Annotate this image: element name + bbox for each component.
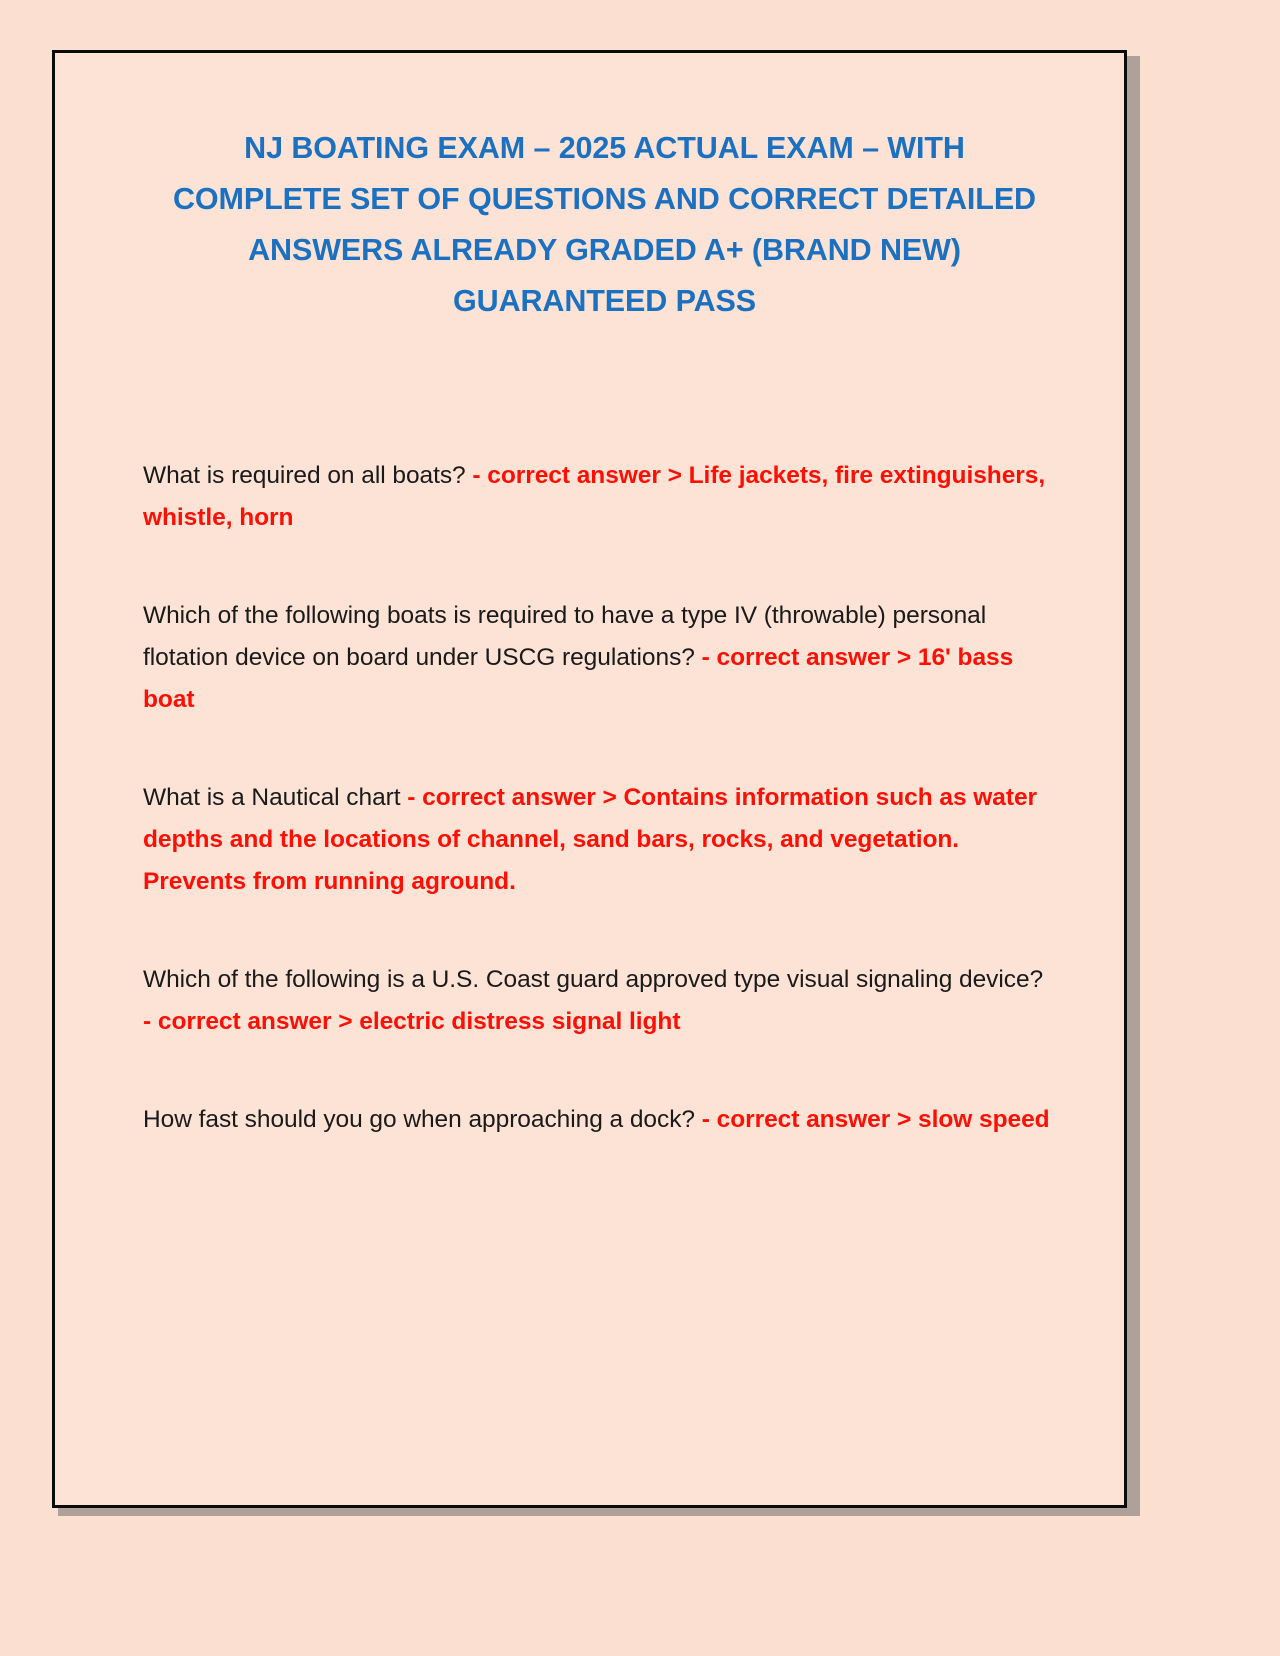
answer-text: electric distress signal light xyxy=(359,1008,681,1035)
document-frame xyxy=(52,50,1127,1508)
page-title: NJ BOATING EXAM – 2025 ACTUAL EXAM – WITH COMPLETE SET OF QUESTIONS AND CORRECT DETAILED ANSWERS ALREADY GRADED A+ (BRAND NEW) GUARANTEED PASS xyxy=(173,131,1036,318)
question-text: How fast should you go when approaching a dock? xyxy=(143,1106,702,1133)
document-body xyxy=(55,53,1124,1505)
qa-item xyxy=(143,1099,1053,1141)
answer-marker: - correct answer > xyxy=(472,462,689,489)
qa-item xyxy=(143,455,1053,539)
qa-item xyxy=(143,777,1053,903)
answer-marker: - correct answer > xyxy=(701,644,918,671)
answer-text: slow speed xyxy=(918,1106,1050,1133)
answer-marker: - correct answer > xyxy=(407,784,624,811)
answer-text: 16' bass boat xyxy=(143,644,1014,713)
question-text: What is required on all boats? xyxy=(143,462,473,489)
qa-item xyxy=(143,595,1053,721)
qa-list xyxy=(143,455,1066,1141)
question-text: Which of the following boats is required to have a type IV (throwable) personal flotation device on board under USCG regulations? xyxy=(143,602,987,671)
answer-text: Life jackets, fire extinguishers, whistle, horn xyxy=(143,462,1046,531)
question-text: What is a Nautical chart xyxy=(143,784,408,811)
question-text: Which of the following is a U.S. Coast guard approved type visual signaling device? xyxy=(143,966,1044,993)
answer-marker: - correct answer > xyxy=(701,1106,918,1133)
answer-text: Contains information such as water depths and the locations of channel, sand bars, rocks, and vegetation. Prevents from running aground. xyxy=(143,784,1038,895)
answer-marker: - correct answer > xyxy=(143,1008,360,1035)
qa-item xyxy=(143,959,1053,1043)
